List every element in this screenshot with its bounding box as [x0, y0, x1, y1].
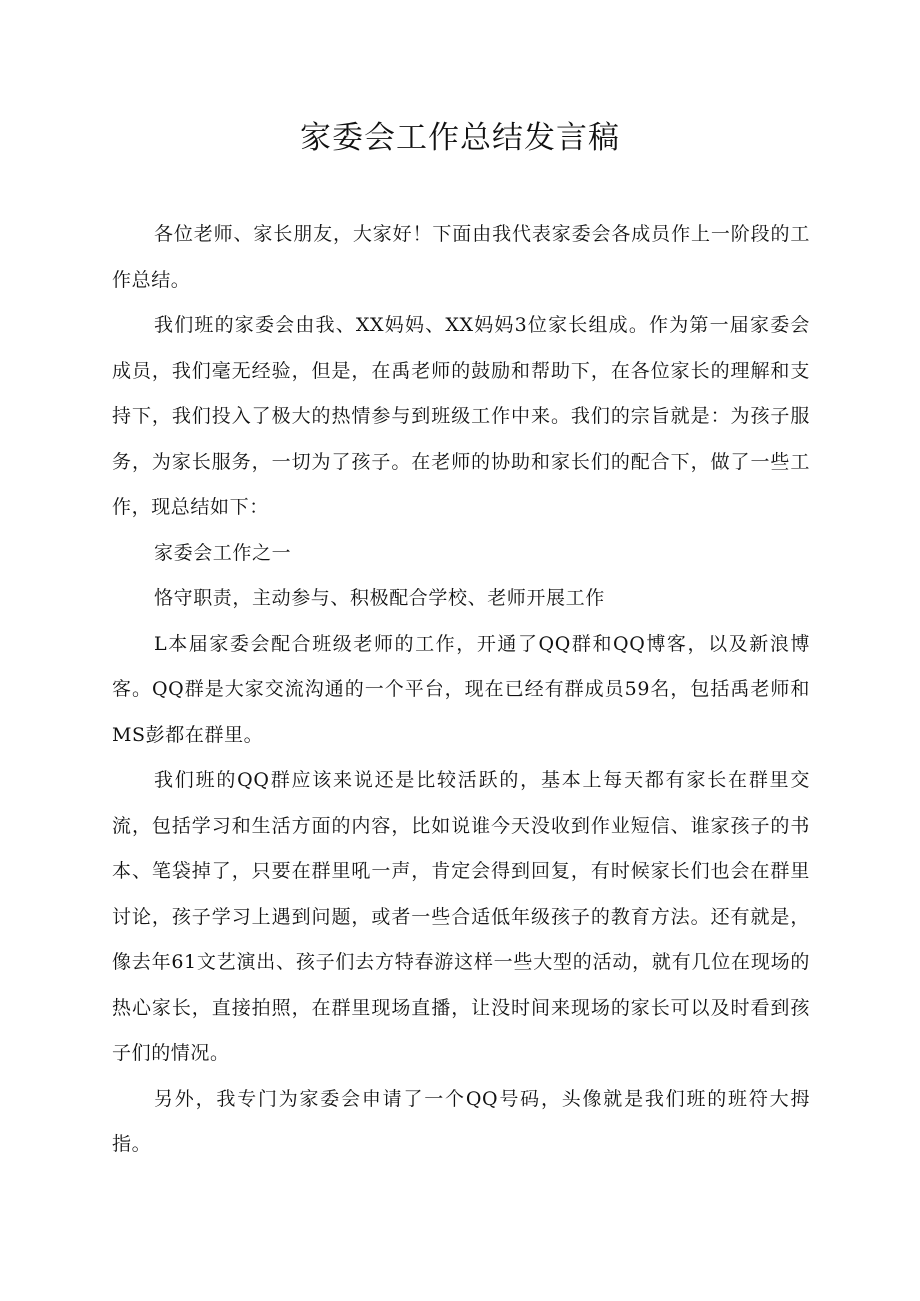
paragraph-qq-account: 另外，我专门为家委会申请了一个QQ号码，头像就是我们班的班符大拇指。 [112, 1087, 810, 1155]
document-body [112, 212, 810, 1168]
paragraph-qq-group: L本届家委会配合班级老师的工作，开通了QQ群和QQ博客，以及新浪博客。QQ群是大家交流沟通的一个平台，现在已经有群成员59名，包括禹老师和MS彭都在群里。 [112, 632, 810, 746]
section-heading-work-one: 家委会工作之一 [154, 541, 292, 564]
document-title: 家委会工作总结发言稿 [300, 120, 620, 156]
paragraph-qq-activity: 我们班的QQ群应该来说还是比较活跃的，基本上每天都有家长在群里交流，包括学习和生活方面的内容，比如说谁今天没收到作业短信、谁家孩子的书本、笔袋掉了，只要在群里吼一声，肯定会得到回复，有时候家长们也会在群里讨论，孩子学习上遇到问题，或者一些合适低年级孩子的教育方法。还有就是，像去年61文艺演出、孩子们去方特春游这样一些大型的活动，就有几位在现场的热心家长，直接拍照，在群里现场直播，让没时间来现场的家长可以及时看到孩子们的情况。 [112, 769, 810, 1064]
paragraph-committee-intro: 我们班的家委会由我、XX妈妈、XX妈妈3位家长组成。作为第一届家委会成员，我们毫无经验，但是，在禹老师的鼓励和帮助下，在各位家长的理解和支持下，我们投入了极大的热情参与到班级工作中来。我们的宗旨就是：为孩子服务，为家长服务，一切为了孩子。在老师的协助和家长们的配合下，做了一些工作，现总结如下： [112, 314, 810, 518]
paragraph-greeting: 各位老师、家长朋友，大家好！下面由我代表家委会各成员作上一阶段的工作总结。 [112, 223, 810, 291]
section-subheading-duties: 恪守职责，主动参与、积极配合学校、老师开展工作 [154, 587, 605, 609]
